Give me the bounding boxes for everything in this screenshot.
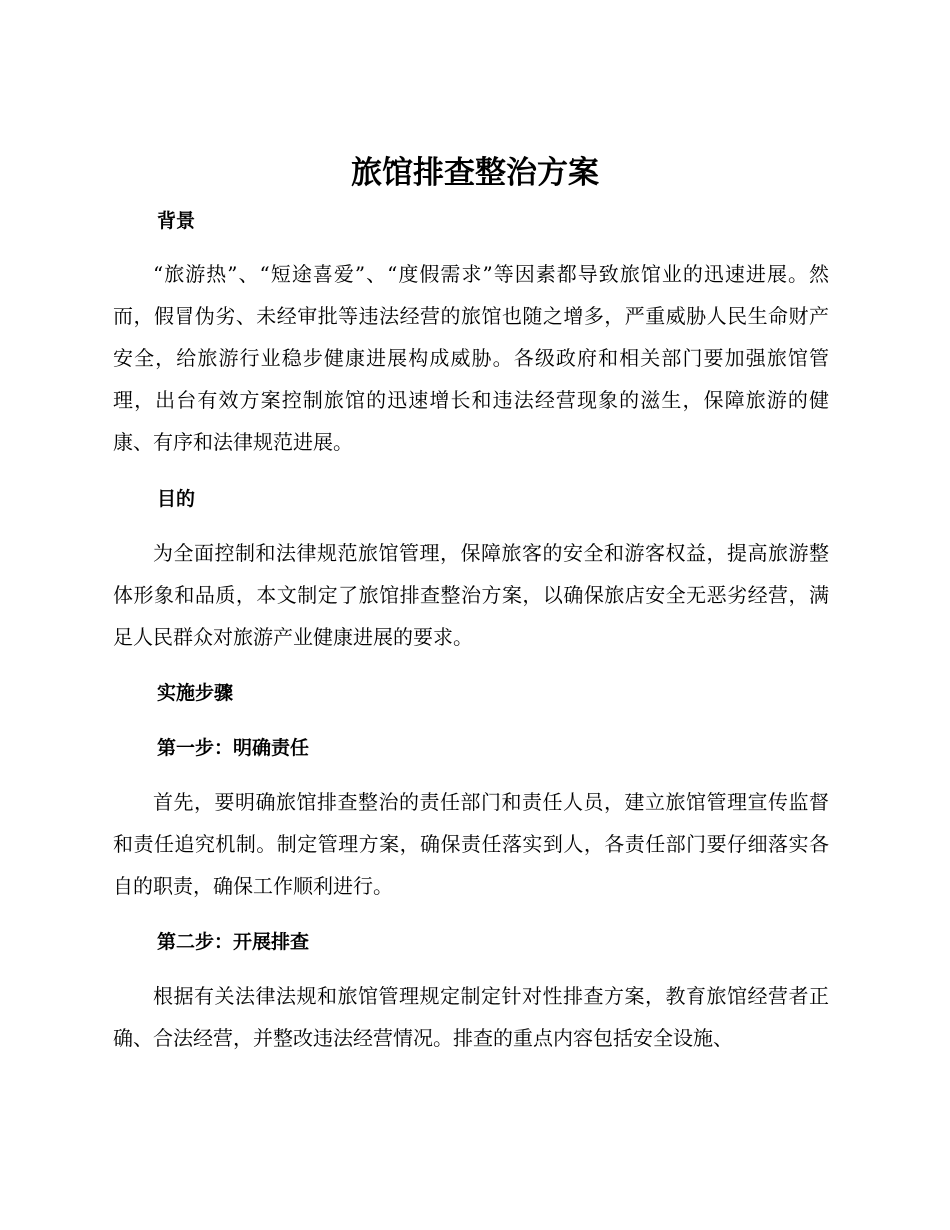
section-paragraph-background: “旅游热”、“短途喜爱”、“度假需求”等因素都导致旅馆业的迅速进展。然而，假冒伪劣、未经审批等违法经营的旅馆也随之增多，严重威胁人民生命财产安全，给旅游行业稳步健康进展构成威胁。各级政府和相关部门要加强旅馆管理，出台有效方案控制旅馆的迅速增长和违法经营现象的滋生，保障旅游的健康、有序和法律规范进展。 bbox=[113, 262, 829, 454]
section-heading-implementation-steps: 实施步骤 bbox=[157, 682, 234, 704]
section-paragraph-step-one: 首先，要明确旅馆排查整治的责任部门和责任人员，建立旅馆管理宣传监督和责任追究机制。制定管理方案，确保责任落实到人，各责任部门要仔细落实各自的职责，确保工作顺利进行。 bbox=[113, 790, 829, 898]
section-heading-purpose: 目的 bbox=[157, 488, 196, 510]
section-heading-step-one: 第一步：明确责任 bbox=[157, 737, 310, 759]
section-paragraph-step-two: 根据有关法律法规和旅馆管理规定制定针对性排查方案，教育旅馆经营者正确、合法经营，并整改违法经营情况。排查的重点内容包括安全设施、 bbox=[113, 984, 829, 1050]
document-title: 旅馆排查整治方案 bbox=[351, 155, 599, 191]
section-heading-background: 背景 bbox=[157, 210, 196, 232]
section-paragraph-purpose: 为全面控制和法律规范旅馆管理，保障旅客的安全和游客权益，提高旅游整体形象和品质，本文制定了旅馆排查整治方案，以确保旅店安全无恶劣经营，满足人民群众对旅游产业健康进展的要求。 bbox=[113, 541, 829, 649]
section-heading-step-two: 第二步：开展排查 bbox=[157, 931, 310, 953]
